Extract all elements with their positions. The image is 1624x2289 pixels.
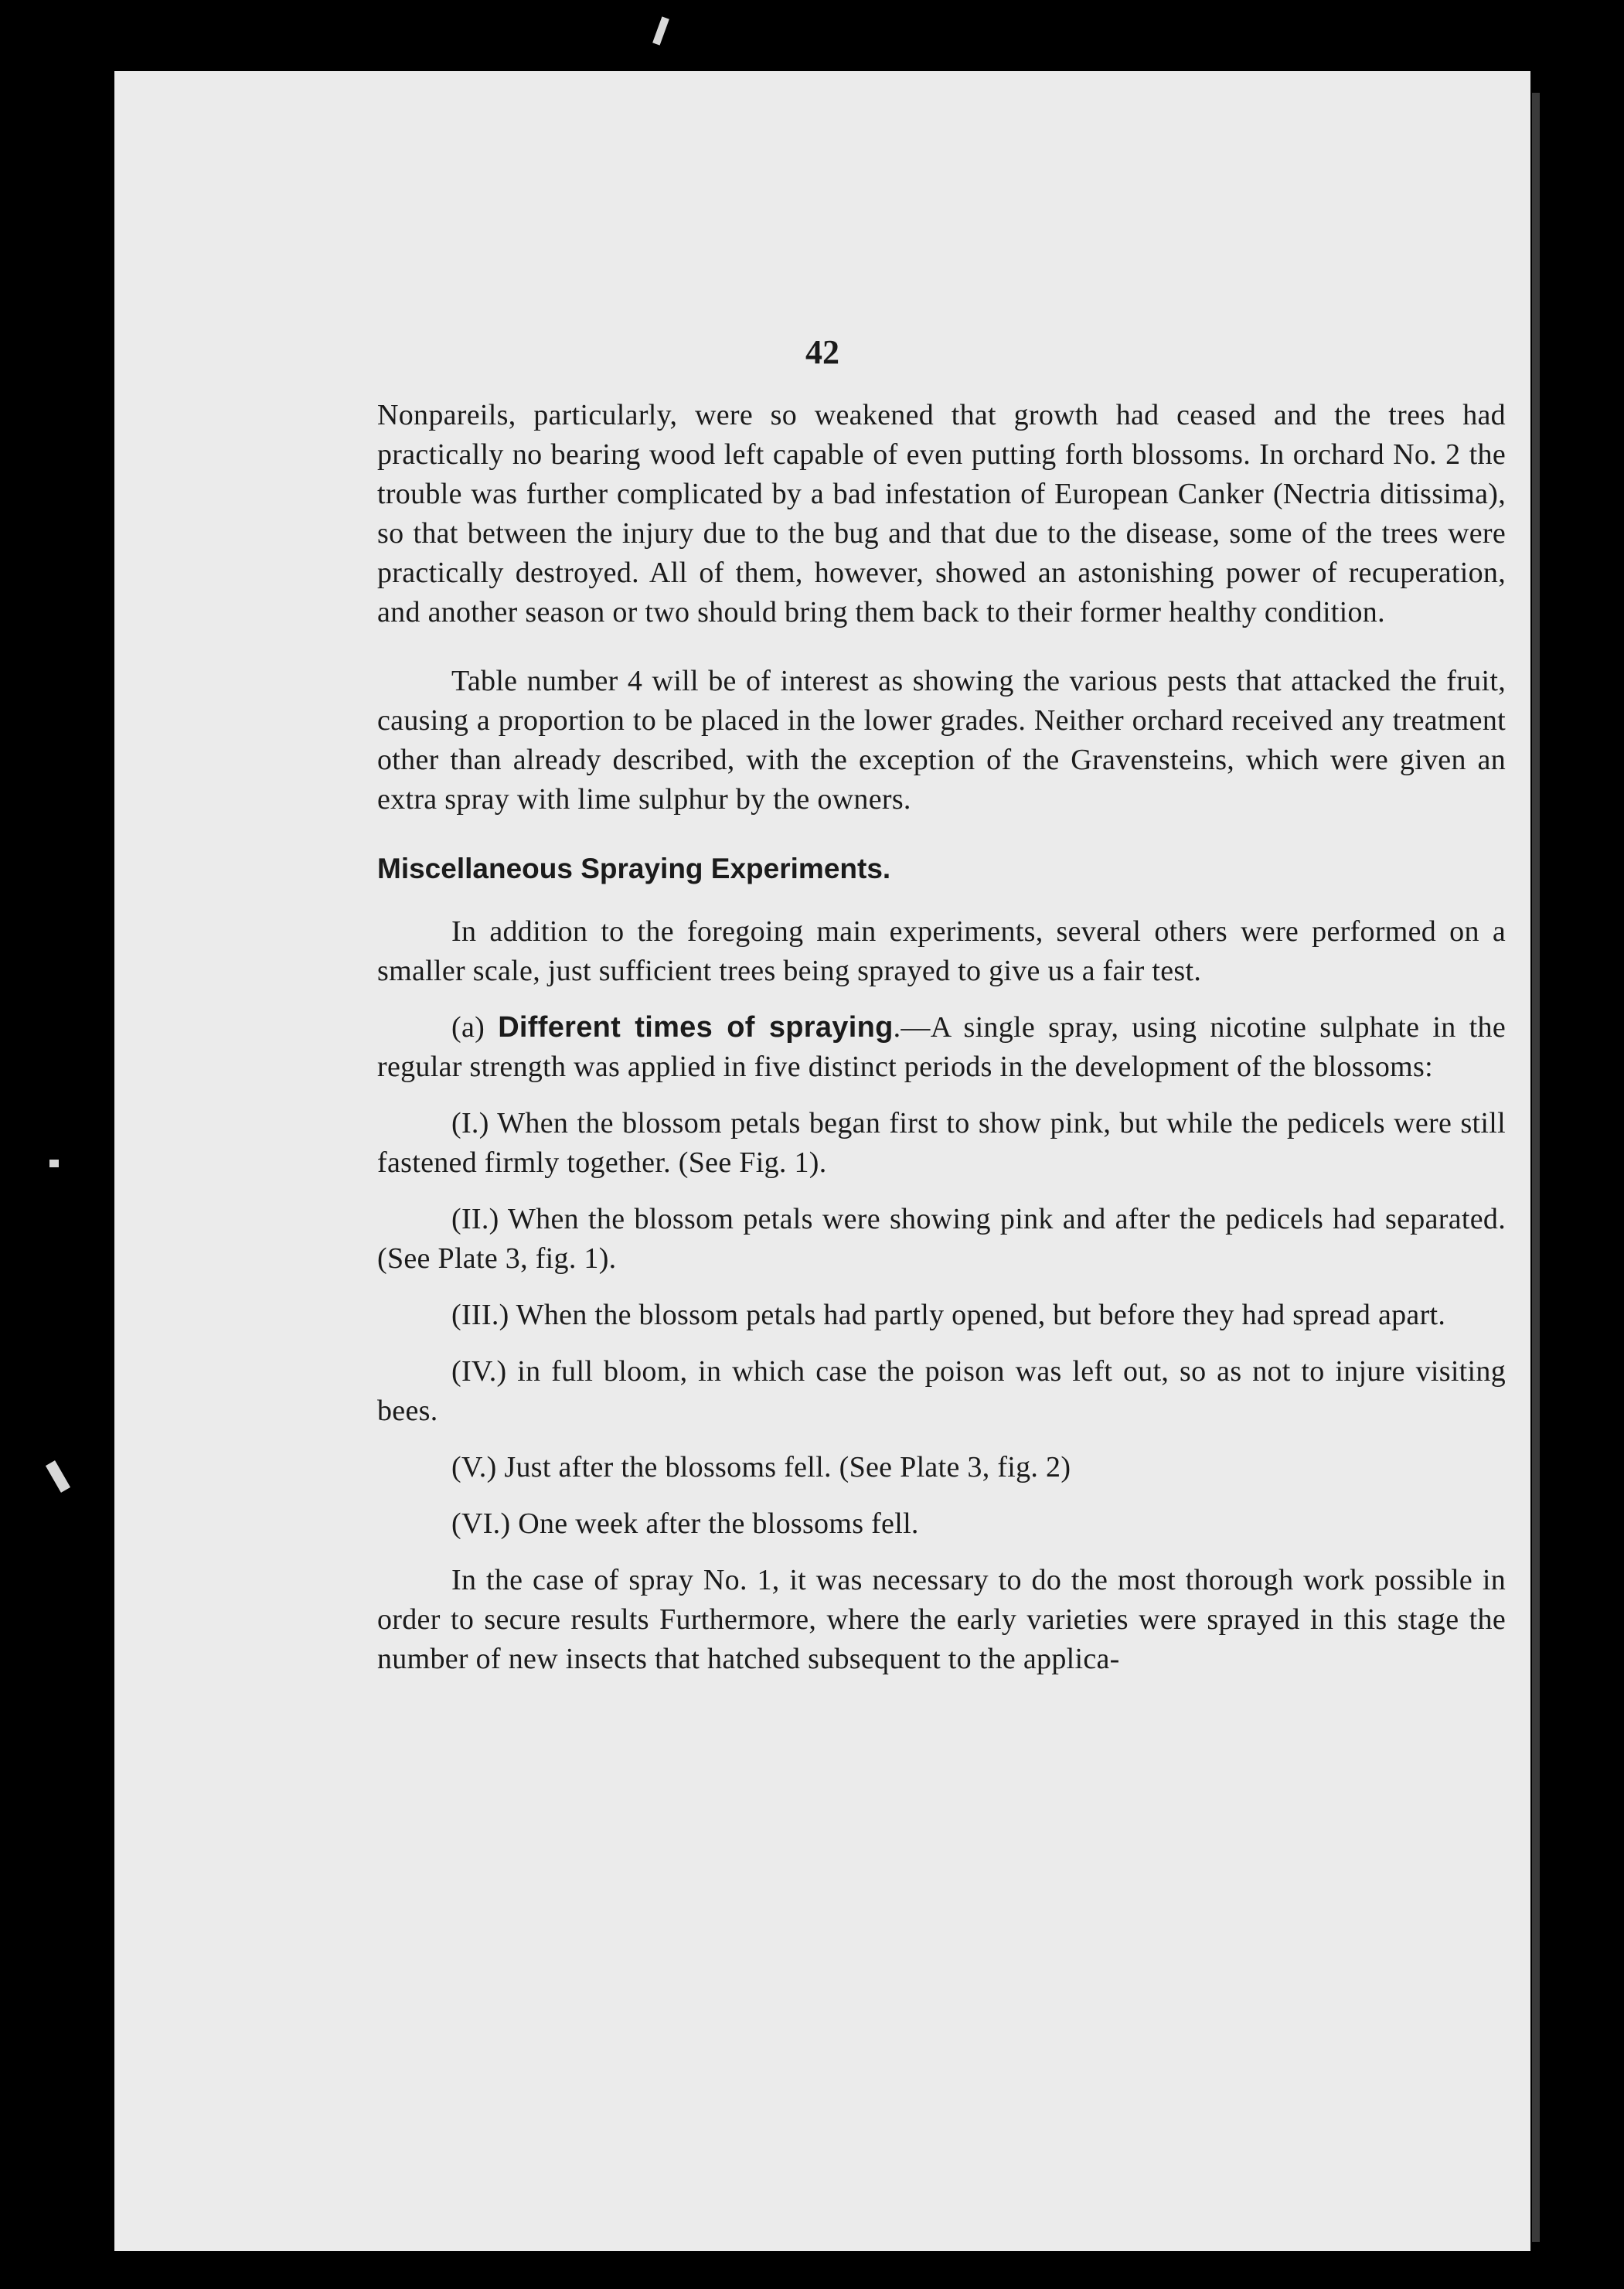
scan-mark-left [46,1460,70,1493]
document-page [114,71,1530,2251]
stage-3: (III.) When the blossom petals had partly opened, but before they had spread apart. [451,1299,1446,1331]
paragraph-item-a [377,1008,1506,1087]
item-a-title: Different times of spraying [498,1011,894,1044]
section-heading: Miscellaneous Spraying Experiments. [377,853,891,884]
stage-1: (I.) When the blossom petals began first to show pink, but while the pedicels were still fastened firmly together. (See Fig. 1). [377,1107,1506,1179]
item-a-text: .—A single spray, using nicotine sulphate in the regular strength was applied in five distinct periods in the development of the blossoms: [377,1011,1506,1083]
item-a-prefix: (a) [451,1011,499,1044]
paragraph-section-intro: In addition to the foregoing main experiments, several others were performed on a smaller scale, just sufficient trees being sprayed to give us a fair test. [377,915,1506,987]
stage-2: (II.) When the blossom petals were showing pink and after the pedicels had separated. (See Plate 3, fig. 1). [377,1203,1506,1275]
paragraph-nonpareils: Nonpareils, particularly, were so weakened that growth had ceased and the trees had practically no bearing wood left capable of even putting forth blossoms. In orchard No. 2 the trouble was further complicated by a bad infestation of European Canker (Nectria ditissima), so that between the injury due to the bug and that due to the disease, some of the trees were practically destroyed. All of them, however, showed an astonishing power of recuperation, and another season or two should bring them back to their former healthy condition. [377,399,1506,628]
stage-4: (IV.) in full bloom, in which case the poison was left out, so as not to injure visiting bees. [377,1355,1506,1427]
page-edge-shadow [1532,93,1540,2242]
page-number: 42 [805,333,839,371]
stage-6: (VI.) One week after the blossoms fell. [451,1507,919,1540]
paragraph-closing: In the case of spray No. 1, it was necessary to do the most thorough work possible in order to secure results Furthermore, where the early varieties were sprayed in this stage the number of new insects that hatched subsequent to the applica- [377,1564,1506,1675]
stage-5: (V.) Just after the blossoms fell. (See Plate 3, fig. 2) [451,1451,1071,1483]
paragraph-table-4: Table number 4 will be of interest as showing the various pests that attacked the fruit, causing a proportion to be placed in the lower grades. Neither orchard received any treatment other than already described, with the exception of the Gravensteins, which were given an extra spray with lime sulphur by the owners. [377,665,1506,816]
scan-mark-top [652,16,669,45]
body-text [377,396,1506,1708]
scan-mark-left-small [49,1160,59,1167]
